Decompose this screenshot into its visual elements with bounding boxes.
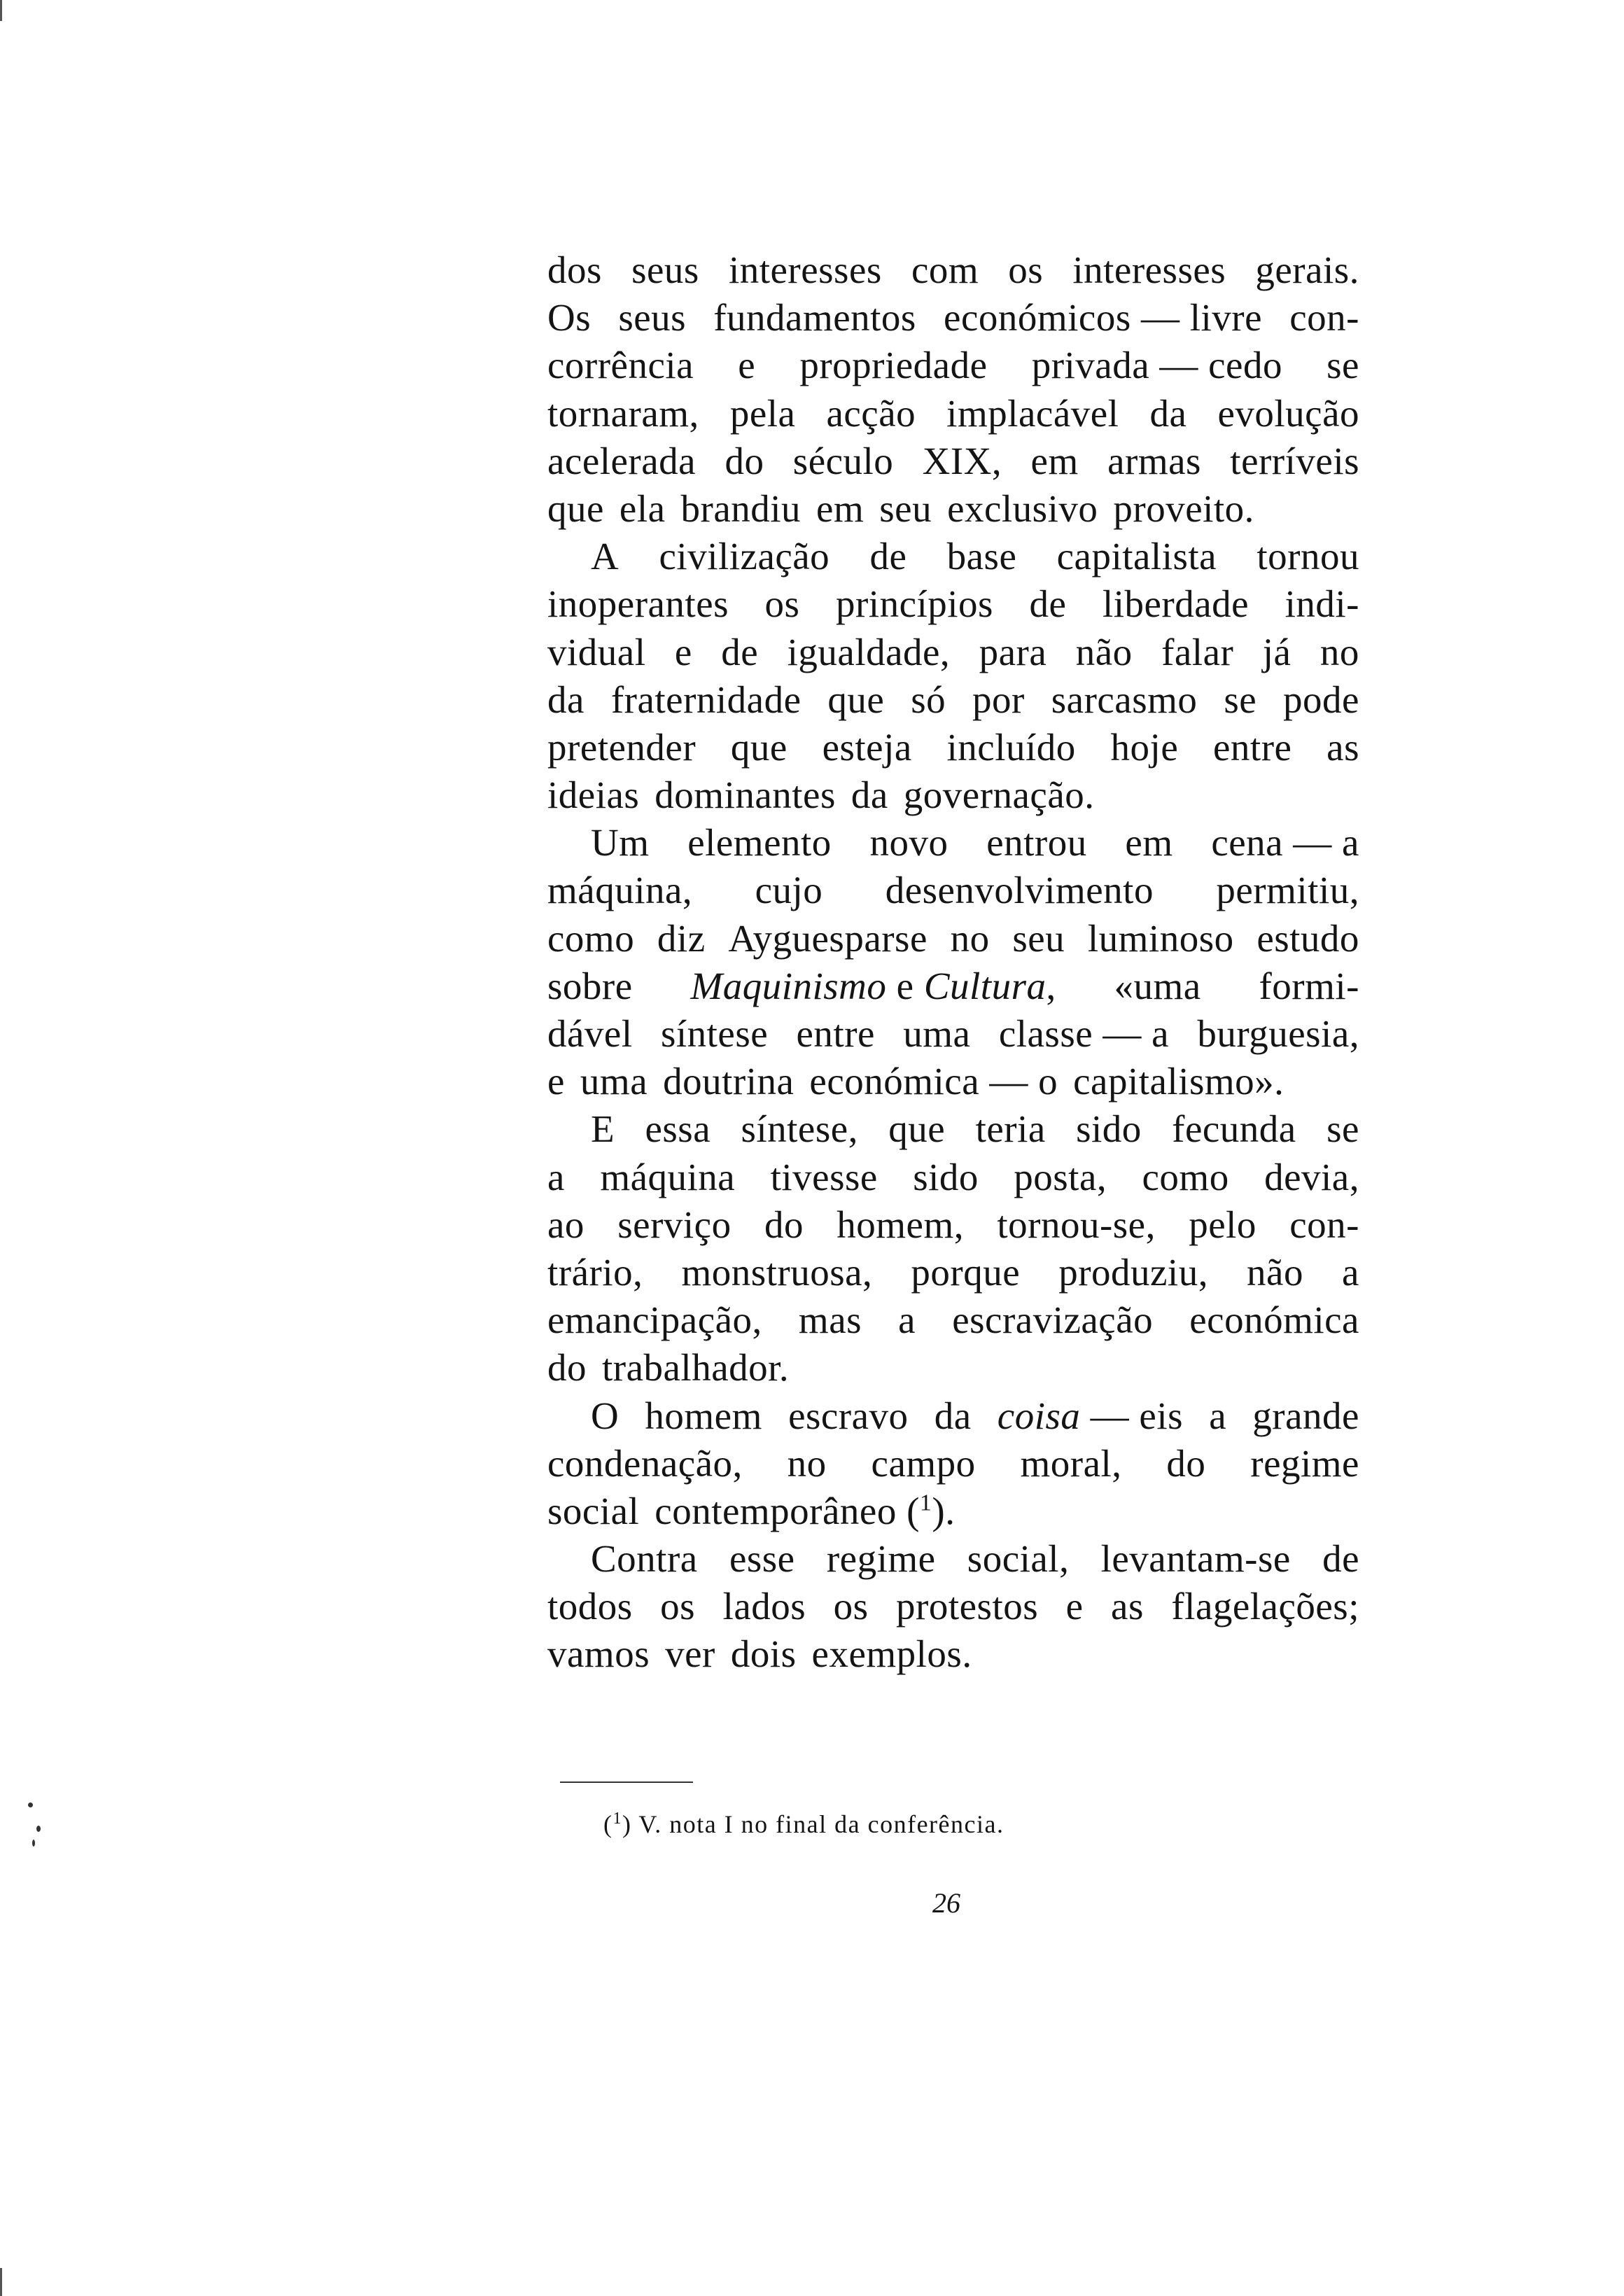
paragraph	[547, 1392, 1359, 1536]
word: seus	[631, 248, 699, 291]
text-line	[547, 819, 1359, 867]
word: trário,	[547, 1250, 643, 1294]
word: dos	[547, 248, 602, 291]
word: capitalismo».	[1073, 1060, 1284, 1103]
word: emancipação,	[547, 1298, 762, 1342]
word: entre	[796, 1012, 875, 1055]
text-line	[547, 962, 1359, 1010]
word: ideias	[547, 774, 640, 817]
word: evolução	[1217, 391, 1359, 435]
word: acção	[826, 391, 916, 435]
text-line	[547, 771, 1359, 819]
word: da	[934, 1394, 972, 1437]
word: base	[946, 535, 1017, 578]
word: no	[787, 1441, 827, 1485]
word: elemento	[687, 821, 832, 864]
text-line	[547, 629, 1359, 676]
word: pretender	[547, 725, 696, 769]
word: corrência	[547, 344, 694, 387]
text-line	[547, 390, 1359, 438]
word: já	[1262, 630, 1292, 673]
text-line	[547, 1201, 1359, 1249]
word: liberdade	[1102, 582, 1250, 626]
word: dável	[547, 1012, 633, 1055]
word: dois	[730, 1632, 797, 1676]
word: entre	[1213, 725, 1292, 769]
text-line	[547, 580, 1359, 628]
word: de	[1029, 582, 1067, 626]
word: tivesse	[770, 1155, 878, 1198]
word: a	[547, 1155, 565, 1198]
word: do	[724, 439, 764, 482]
word: permitiu,	[1216, 869, 1359, 912]
word: dominantes	[654, 774, 836, 817]
word: com	[911, 248, 979, 291]
word: escravo	[788, 1394, 909, 1437]
word: social,	[967, 1537, 1070, 1581]
word: acelerada	[547, 439, 696, 482]
text-line	[547, 533, 1359, 580]
word: do	[1166, 1441, 1206, 1485]
word: da	[850, 774, 888, 817]
word: estudo	[1256, 916, 1359, 960]
word: O	[591, 1394, 620, 1437]
word: só	[911, 678, 946, 721]
word: lados	[722, 1585, 806, 1628]
word: privada — cedo	[1031, 344, 1282, 387]
word: no	[950, 916, 990, 960]
word: económica	[1189, 1298, 1359, 1342]
word: flagelações;	[1171, 1585, 1359, 1628]
word: fraternidade	[610, 678, 802, 721]
text-line	[547, 1296, 1359, 1344]
text-line	[547, 915, 1359, 962]
word: serviço	[617, 1203, 732, 1246]
word: indi-	[1284, 582, 1359, 626]
word: seu	[879, 486, 932, 530]
word: uma	[903, 1012, 971, 1055]
body-text	[547, 246, 1359, 1679]
word: em	[1030, 439, 1079, 482]
text-line	[547, 1630, 1359, 1678]
scan-speck	[36, 1826, 41, 1832]
word: se	[1224, 678, 1257, 721]
word: moral,	[1020, 1441, 1122, 1485]
word: de	[1322, 1537, 1359, 1581]
word: interesses	[1072, 248, 1226, 291]
word: ao	[547, 1203, 584, 1246]
word: proveito.	[1113, 486, 1254, 530]
word: E	[591, 1107, 615, 1151]
word: capitalista	[1056, 535, 1217, 578]
paragraph	[547, 1535, 1359, 1679]
word: porque	[911, 1250, 1021, 1294]
word: e	[1065, 1585, 1084, 1628]
word: as	[1326, 725, 1359, 769]
word: os	[660, 1585, 696, 1628]
word: implacável	[946, 391, 1119, 435]
word: governação.	[903, 774, 1095, 817]
footnote-separator	[560, 1782, 693, 1783]
word: con-	[1289, 296, 1359, 340]
word: gerais.	[1255, 248, 1359, 291]
word: pelo	[1189, 1203, 1256, 1246]
scan-edge-mark	[0, 0, 2, 21]
word: social	[547, 1489, 640, 1532]
word: Contra	[591, 1537, 698, 1581]
word: da	[547, 678, 584, 721]
word: exemplos.	[811, 1632, 972, 1676]
word: formi-	[1259, 964, 1359, 1007]
word: máquina,	[547, 869, 693, 912]
word: teria	[975, 1107, 1046, 1151]
word: tornou	[1256, 535, 1359, 578]
word: campo	[871, 1441, 976, 1485]
text-line	[547, 1105, 1359, 1153]
word: vamos	[547, 1632, 650, 1676]
word: entrou	[986, 821, 1087, 864]
word: por	[972, 678, 1025, 721]
text-line	[547, 1344, 1359, 1392]
word: falar	[1161, 630, 1234, 673]
word: posta,	[1014, 1155, 1107, 1198]
word: do	[764, 1203, 804, 1246]
scan-edge-mark	[0, 2268, 2, 2296]
word: XIX,	[922, 439, 1002, 482]
word: a	[1342, 1250, 1359, 1294]
word: igualdade,	[787, 630, 951, 673]
word: a	[1209, 1394, 1227, 1437]
word: ela	[619, 486, 666, 530]
text-line	[547, 485, 1359, 533]
word: da	[1149, 391, 1187, 435]
word: tornaram,	[547, 391, 699, 435]
word: civilização	[659, 535, 830, 578]
text-line	[547, 246, 1359, 294]
word: ver	[665, 1632, 715, 1676]
word: hoje	[1110, 725, 1179, 769]
word: máquina	[600, 1155, 736, 1198]
word: Maquinismo e Cultura,	[690, 964, 1056, 1007]
word: sido	[913, 1155, 979, 1198]
word: sarcasmo	[1051, 678, 1198, 721]
word: escravização	[952, 1298, 1154, 1342]
word: em	[1125, 821, 1173, 864]
word: princípios	[835, 582, 993, 626]
word: de	[869, 535, 907, 578]
word: Os	[547, 296, 592, 340]
text-line	[547, 1535, 1359, 1583]
text-line	[547, 1154, 1359, 1201]
text-line	[547, 676, 1359, 724]
footnote: ($^1$) V. nota I no final da conferência.	[603, 1809, 1004, 1838]
word: económicos — livre	[944, 296, 1263, 340]
word: não	[1075, 630, 1133, 673]
text-line	[547, 438, 1359, 485]
scan-speck	[28, 1802, 33, 1807]
word: exclusivo	[947, 486, 1098, 530]
word: fundamentos	[713, 296, 916, 340]
text-line	[547, 724, 1359, 771]
word: diz	[657, 916, 706, 960]
text-line	[547, 1058, 1359, 1105]
word: de	[721, 630, 759, 673]
word: como	[1142, 1155, 1229, 1198]
word: os	[1008, 248, 1044, 291]
word: seus	[618, 296, 687, 340]
word: pela	[729, 391, 796, 435]
word: interesses	[728, 248, 882, 291]
word: se	[1326, 344, 1359, 387]
word: propriedade	[799, 344, 988, 387]
word: que	[827, 678, 885, 721]
word: homem	[645, 1394, 762, 1437]
word: classe — a	[998, 1012, 1170, 1055]
text-line	[547, 867, 1359, 914]
word: e	[738, 344, 756, 387]
word: do	[547, 1346, 587, 1390]
text-line	[547, 1249, 1359, 1296]
text-line	[547, 342, 1359, 389]
word: vidual	[547, 630, 646, 673]
word: e	[547, 1060, 565, 1103]
word: os	[764, 582, 800, 626]
word: que	[730, 725, 788, 769]
word: Um	[591, 821, 650, 864]
word: uma	[580, 1060, 648, 1103]
text-line	[547, 1440, 1359, 1488]
word: armas	[1107, 439, 1201, 482]
word: essa	[645, 1107, 711, 1151]
word: regime	[1250, 1441, 1359, 1485]
text-line	[547, 1392, 1359, 1440]
paragraph	[547, 533, 1359, 819]
word: Ayguesparse	[728, 916, 927, 960]
word: desenvolvimento	[885, 869, 1154, 912]
text-line	[547, 1488, 1359, 1535]
word: as	[1111, 1585, 1144, 1628]
word: coisa — eis	[997, 1394, 1184, 1437]
word: todos	[547, 1585, 633, 1628]
word: grande	[1252, 1394, 1359, 1437]
word: mas	[798, 1298, 862, 1342]
word: a	[898, 1298, 916, 1342]
word: síntese,	[741, 1107, 858, 1151]
word: económica — o	[809, 1060, 1058, 1103]
word: levantam-se	[1100, 1537, 1291, 1581]
word: A	[591, 535, 620, 578]
word: tornou-se,	[997, 1203, 1156, 1246]
word: terríveis	[1230, 439, 1359, 482]
word: no	[1320, 630, 1359, 673]
word: os	[833, 1585, 869, 1628]
text-line	[547, 1010, 1359, 1058]
word: regime	[826, 1537, 936, 1581]
paragraph	[547, 1105, 1359, 1392]
word: burguesia,	[1197, 1012, 1359, 1055]
word: trabalhador.	[602, 1346, 790, 1390]
word: brandiu	[680, 486, 802, 530]
word: inoperantes	[547, 582, 729, 626]
word: esse	[729, 1537, 795, 1581]
scan-speck	[32, 1840, 35, 1847]
word: esteja	[822, 725, 912, 769]
word: cujo	[755, 869, 823, 912]
word: «uma	[1114, 964, 1201, 1007]
word: se	[1326, 1107, 1359, 1151]
paragraph	[547, 819, 1359, 1105]
word: seu	[1012, 916, 1065, 960]
word: cena — a	[1211, 821, 1359, 864]
word: con-	[1289, 1203, 1359, 1246]
word: não	[1247, 1250, 1303, 1294]
paragraph	[547, 246, 1359, 533]
text-line	[547, 294, 1359, 342]
page-number: 26	[932, 1887, 960, 1919]
word: protestos	[896, 1585, 1039, 1628]
word: incluído	[946, 725, 1076, 769]
text-line	[547, 1583, 1359, 1630]
word: condenação,	[547, 1441, 743, 1485]
word: fecunda	[1172, 1107, 1296, 1151]
word: sido	[1076, 1107, 1142, 1151]
word: homem,	[836, 1203, 965, 1246]
word: devia,	[1264, 1155, 1359, 1198]
word: contemporâneo ($^1$).	[654, 1489, 955, 1532]
word: doutrina	[663, 1060, 794, 1103]
word: em	[816, 486, 864, 530]
word: produziu,	[1058, 1250, 1208, 1294]
word: luminoso	[1087, 916, 1234, 960]
word: novo	[869, 821, 948, 864]
word: síntese	[660, 1012, 769, 1055]
word: monstruosa,	[681, 1250, 873, 1294]
word: pode	[1283, 678, 1359, 721]
word: que	[547, 486, 604, 530]
word: e	[674, 630, 692, 673]
word: para	[979, 630, 1047, 673]
word: como	[547, 916, 635, 960]
word: que	[888, 1107, 946, 1151]
word: século	[792, 439, 894, 482]
word: sobre	[547, 964, 633, 1007]
